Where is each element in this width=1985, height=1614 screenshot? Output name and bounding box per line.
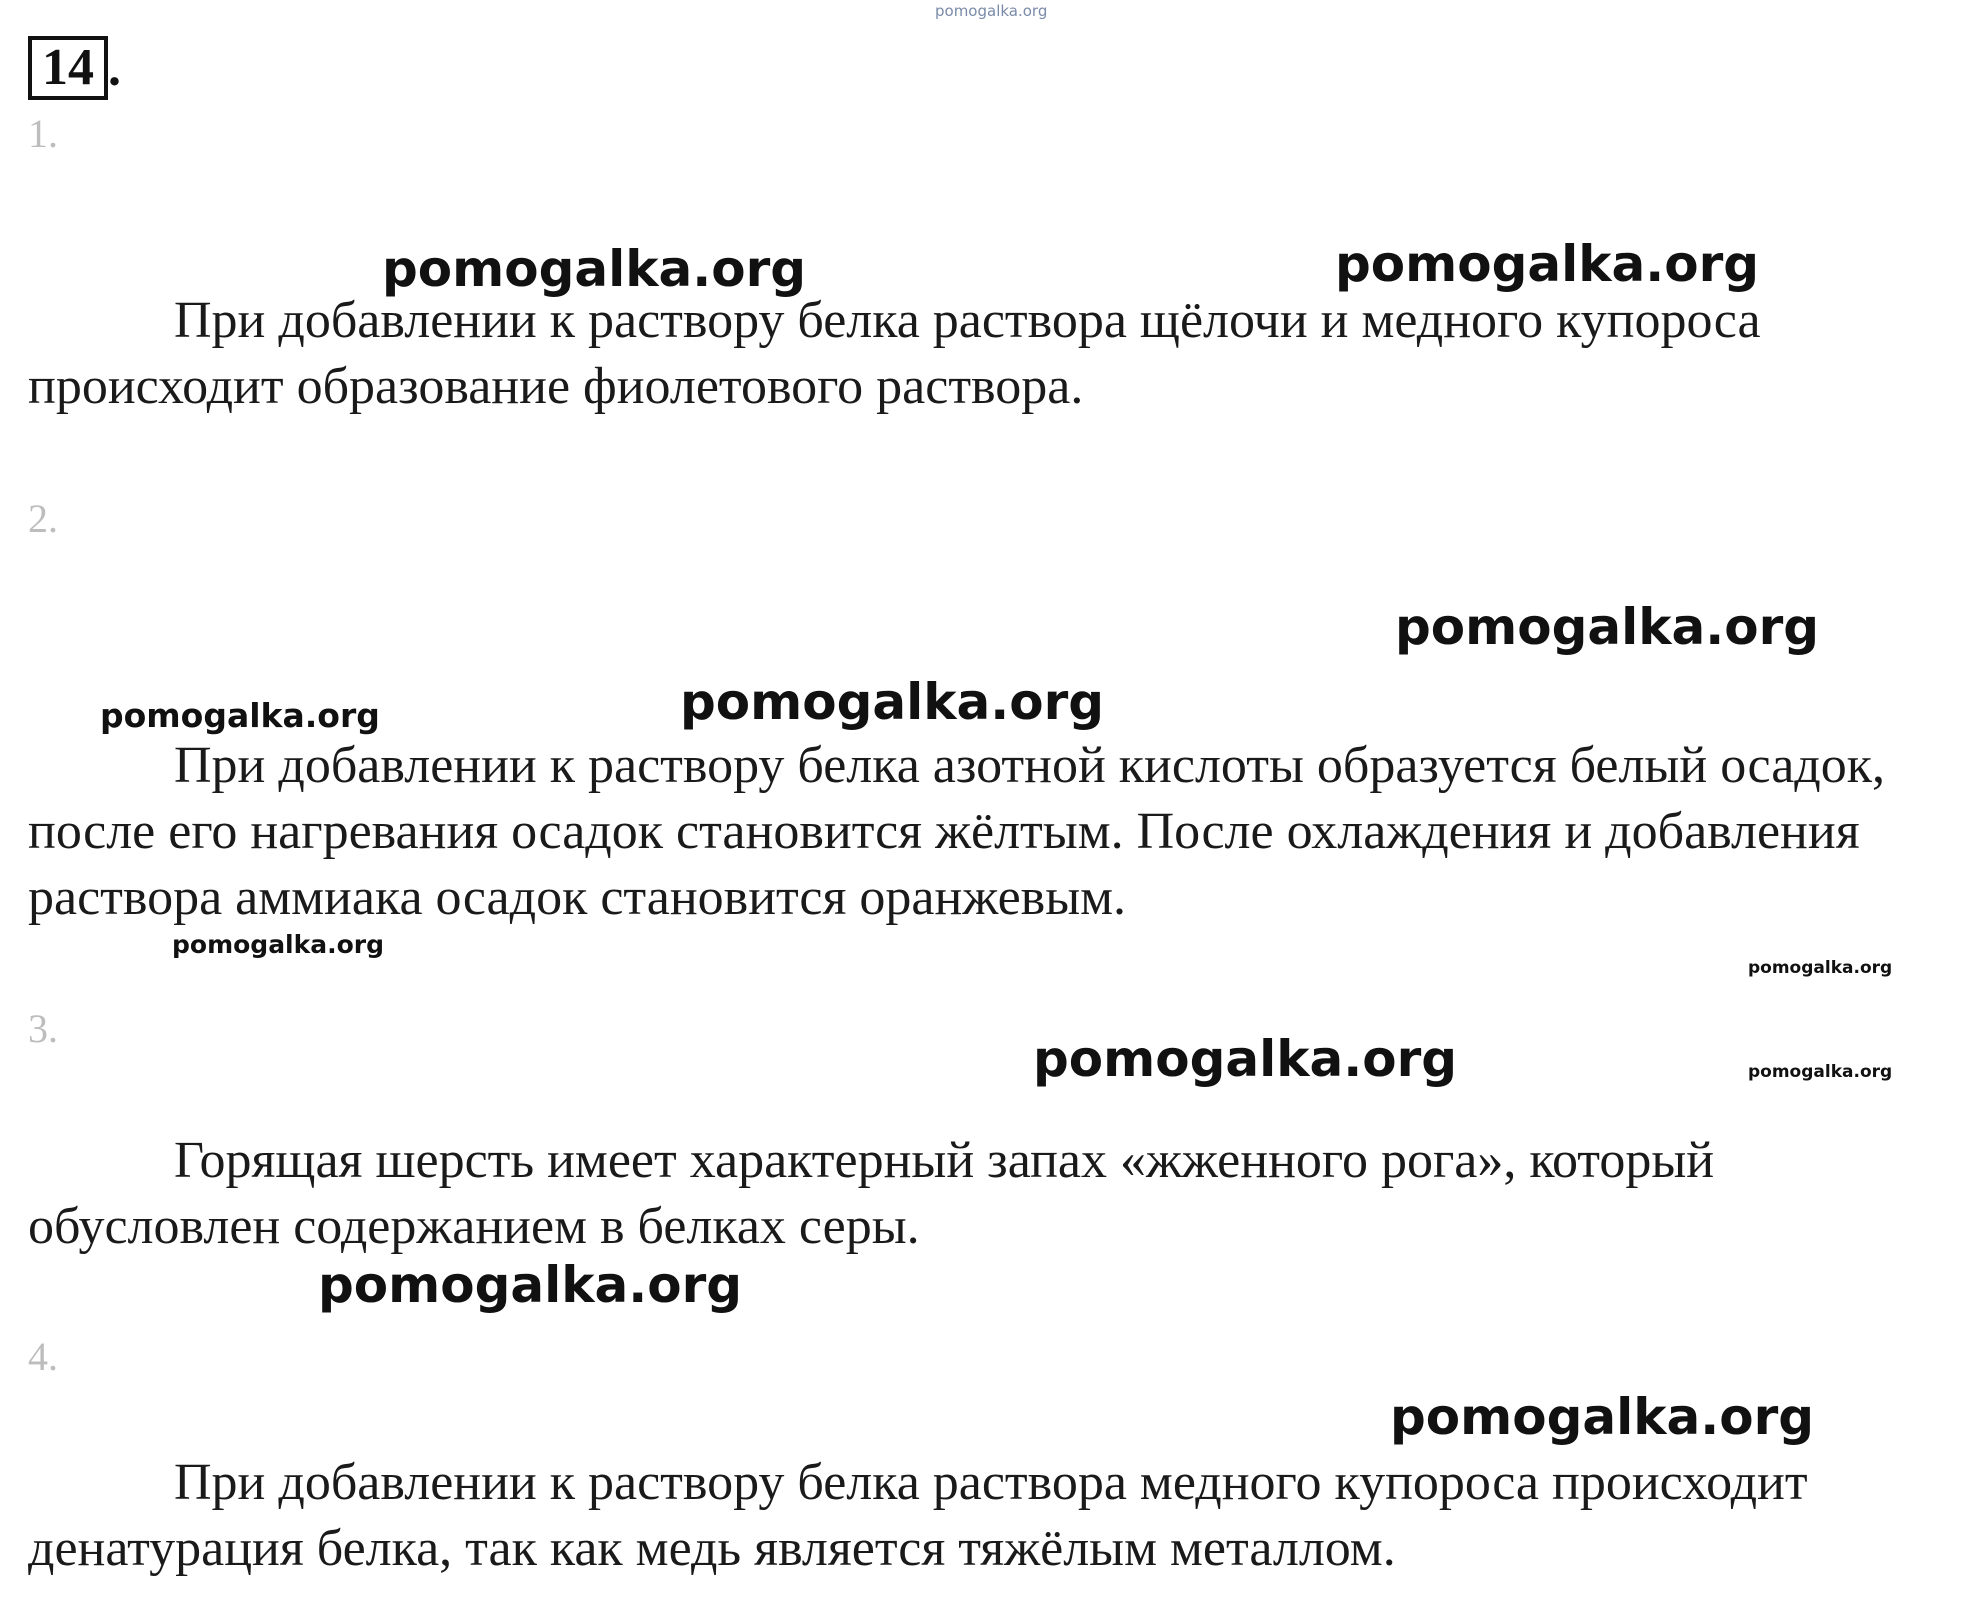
problem-number-box: 14 <box>28 36 108 100</box>
item-text-4: При добавлении к раствору белка раствора медного купороса происходит денатурация белка, так как медь является тяжёлым металлом. <box>28 1454 1808 1577</box>
watermark-3a: pomogalka.org <box>1033 1030 1458 1088</box>
item-number-4: 4. <box>28 1334 58 1379</box>
watermark-1a: pomogalka.org <box>382 240 807 298</box>
watermark-3b: pomogalka.org <box>1748 1062 1893 1082</box>
watermark-top: pomogalka.org <box>935 2 1048 20</box>
watermark-2b: pomogalka.org <box>100 696 380 735</box>
watermark-2c: pomogalka.org <box>680 673 1105 731</box>
watermark-2d: pomogalka.org <box>172 930 385 959</box>
watermark-3c: pomogalka.org <box>318 1256 743 1314</box>
watermark-2a: pomogalka.org <box>1395 598 1820 656</box>
item-text-3: Горящая шерсть имеет характерный запах «жженного рога», который обусловлен содержанием в белках серы. <box>28 1132 1715 1255</box>
item-number-1: 1. <box>28 111 58 156</box>
item-text-2: При добавлении к раствору белка азотной кислоты образуется белый осадок, после его нагревания осадок становится жёлтым. После охлаждения и добавления раствора аммиака осадок становится оранжевым. <box>28 737 1885 926</box>
watermark-1b: pomogalka.org <box>1335 235 1760 293</box>
item-number-2: 2. <box>28 496 58 541</box>
watermark-2e: pomogalka.org <box>1748 958 1893 978</box>
problem-number-suffix: . <box>108 39 121 97</box>
item-number-3: 3. <box>28 1006 58 1051</box>
watermark-4a: pomogalka.org <box>1390 1388 1815 1446</box>
problem-number <box>28 40 121 96</box>
item-text-1: При добавлении к раствору белка раствора щёлочи и медного купороса происходит образование фиолетового раствора. <box>28 292 1761 415</box>
